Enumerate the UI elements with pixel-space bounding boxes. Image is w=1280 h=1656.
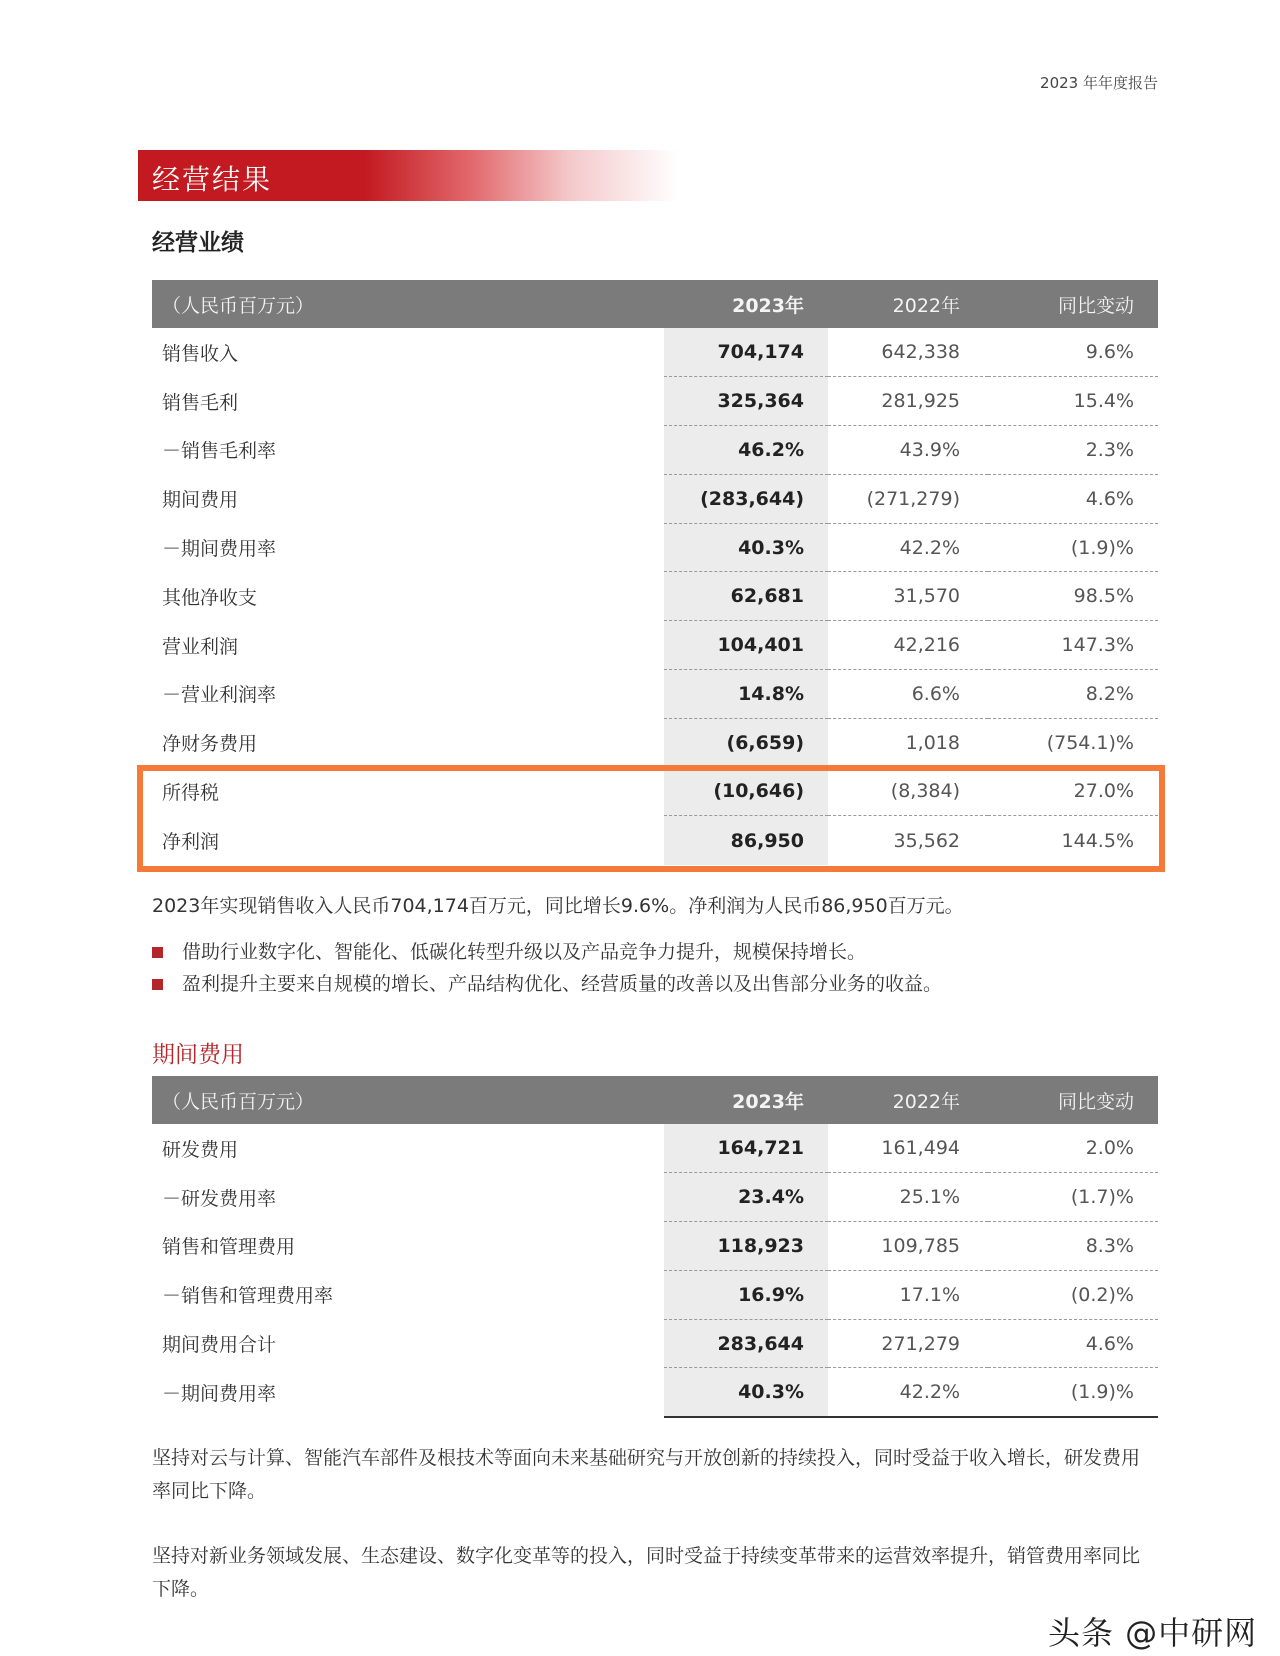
value-2022: 109,785 xyxy=(828,1222,988,1271)
table-row xyxy=(152,1368,1158,1417)
value-2022: (8,384) xyxy=(828,767,988,816)
value-change: (754.1)% xyxy=(1046,732,1134,755)
value-2023: 40.3% xyxy=(664,523,828,572)
value-2022: 35,562 xyxy=(893,829,960,852)
value-2023: 283,644 xyxy=(664,1319,828,1368)
value-change: (1.7)% xyxy=(988,1173,1158,1222)
value-2023: 325,364 xyxy=(664,377,828,426)
watermark: 头条 @中研网 xyxy=(1048,1614,1258,1652)
row-label: 销售毛利 xyxy=(162,391,239,414)
row-label: 期间费用合计 xyxy=(162,1334,277,1357)
value-change: 2.0% xyxy=(988,1124,1158,1173)
table-row xyxy=(152,1270,1158,1319)
value-2022: 6.6% xyxy=(828,670,988,719)
highlight-box xyxy=(137,765,1165,872)
value-change: 15.4% xyxy=(988,377,1158,426)
value-change: 4.6% xyxy=(988,474,1158,523)
row-label: 研发费用 xyxy=(162,1138,239,1161)
list-item xyxy=(152,968,1158,1000)
col-header-unit: （人民币百万元） xyxy=(162,1090,315,1113)
value-2022: 1,018 xyxy=(905,732,960,755)
value-2023: (283,644) xyxy=(664,474,828,523)
value-2023: 14.8% xyxy=(664,670,828,719)
table-row xyxy=(152,474,1158,523)
value-change: 98.5% xyxy=(988,572,1158,621)
report-label: 2023 年年度报告 xyxy=(1040,74,1158,92)
row-label: 营业利润 xyxy=(162,635,239,658)
bullet-text: 借助行业数字化、智能化、低碳化转型升级以及产品竞争力提升，规模保持增长。 xyxy=(182,941,867,963)
value-change: 9.6% xyxy=(988,328,1158,377)
col-header-2022: 2022年 xyxy=(892,1090,960,1113)
value-2022: 31,570 xyxy=(828,572,988,621)
value-2022: (271,279) xyxy=(828,474,988,523)
value-2023: 62,681 xyxy=(664,572,828,621)
bullet-square-icon xyxy=(152,979,163,990)
results-heading: 经营业绩 xyxy=(152,230,244,256)
value-2023: 40.3% xyxy=(664,1368,828,1417)
section-banner xyxy=(138,150,678,201)
value-2022: 161,494 xyxy=(828,1124,988,1173)
table-row xyxy=(152,377,1158,426)
row-label: －营业利润率 xyxy=(162,684,277,707)
table-row xyxy=(152,328,1158,377)
row-label: 销售收入 xyxy=(162,342,239,365)
value-2022: 281,925 xyxy=(828,377,988,426)
value-2022: 17.1% xyxy=(828,1270,988,1319)
value-2022: 43.9% xyxy=(828,426,988,475)
value-change: (1.9)% xyxy=(988,523,1158,572)
row-label: 销售和管理费用 xyxy=(162,1236,296,1259)
expenses-table-header xyxy=(152,1076,1158,1124)
expenses-paragraph-2: 坚持对新业务领域发展、生态建设、数字化变革等的投入，同时受益于持续变革带来的运营效率提升，销管费用率同比下降。 xyxy=(152,1545,1141,1600)
value-2023: 46.2% xyxy=(664,426,828,475)
value-change: 147.3% xyxy=(988,621,1158,670)
value-change: 8.2% xyxy=(988,670,1158,719)
table-row xyxy=(152,1319,1158,1368)
value-2023: 104,401 xyxy=(664,621,828,670)
expenses-table xyxy=(152,1076,1158,1418)
row-label: －研发费用率 xyxy=(162,1187,277,1210)
value-2023: 164,721 xyxy=(664,1124,828,1173)
value-2022: 642,338 xyxy=(828,328,988,377)
col-header-2023: 2023年 xyxy=(732,294,804,317)
value-change: 4.6% xyxy=(988,1319,1158,1368)
col-header-unit: （人民币百万元） xyxy=(162,294,315,317)
value-change: 2.3% xyxy=(988,426,1158,475)
col-header-2022: 2022年 xyxy=(892,294,960,317)
results-bullets xyxy=(152,936,1158,1000)
value-2023: 118,923 xyxy=(664,1222,828,1271)
value-2023: (10,646) xyxy=(664,767,828,816)
section-title: 经营结果 xyxy=(152,163,273,196)
col-header-change: 同比变动 xyxy=(1057,1090,1134,1113)
results-table-header xyxy=(152,280,1158,328)
value-change: 144.5% xyxy=(1061,829,1134,852)
row-label: 所得税 xyxy=(162,782,220,805)
value-2022: 25.1% xyxy=(828,1173,988,1222)
value-2023: 86,950 xyxy=(664,816,828,865)
table-row xyxy=(152,426,1158,475)
value-2023: 16.9% xyxy=(664,1270,828,1319)
table-row xyxy=(152,718,1158,767)
expenses-paragraph-1: 坚持对云与计算、智能汽车部件及根技术等面向未来基础研究与开放创新的持续投入，同时受益于收入增长，研发费用率同比下降。 xyxy=(152,1447,1141,1502)
bullet-square-icon xyxy=(152,947,163,958)
value-change: (0.2)% xyxy=(988,1270,1158,1319)
row-label: －期间费用率 xyxy=(162,1382,277,1405)
row-label: 净财务费用 xyxy=(162,733,258,756)
value-2023: 23.4% xyxy=(664,1173,828,1222)
table-row xyxy=(152,1222,1158,1271)
value-change: (1.9)% xyxy=(988,1368,1158,1417)
row-label: －期间费用率 xyxy=(162,538,277,561)
col-header-change: 同比变动 xyxy=(1057,294,1134,317)
value-2023: 704,174 xyxy=(664,328,828,377)
bullet-text: 盈利提升主要来自规模的增长、产品结构优化、经营质量的改善以及出售部分业务的收益。 xyxy=(182,973,943,995)
value-change: 8.3% xyxy=(988,1222,1158,1271)
table-row xyxy=(152,572,1158,621)
value-2022: 42.2% xyxy=(828,523,988,572)
table-row xyxy=(152,621,1158,670)
value-2022: 42,216 xyxy=(828,621,988,670)
row-label: 期间费用 xyxy=(162,489,239,512)
expenses-heading: 期间费用 xyxy=(152,1042,244,1068)
value-2022: 42.2% xyxy=(828,1368,988,1417)
list-item xyxy=(152,936,1158,968)
col-header-2023: 2023年 xyxy=(732,1090,804,1113)
value-change: 27.0% xyxy=(988,767,1158,816)
results-summary: 2023年实现销售收入人民币704,174百万元，同比增长9.6%。净利润为人民币86,950百万元。 xyxy=(152,895,964,917)
row-label: 净利润 xyxy=(162,830,220,853)
row-label: 其他净收支 xyxy=(162,586,258,609)
value-2023: (6,659) xyxy=(664,718,828,767)
row-label: －销售和管理费用率 xyxy=(162,1285,334,1308)
table-row xyxy=(152,670,1158,719)
table-row xyxy=(152,523,1158,572)
table-row xyxy=(152,1173,1158,1222)
value-2022: 271,279 xyxy=(828,1319,988,1368)
row-label: －销售毛利率 xyxy=(162,440,277,463)
table-row xyxy=(152,1124,1158,1173)
